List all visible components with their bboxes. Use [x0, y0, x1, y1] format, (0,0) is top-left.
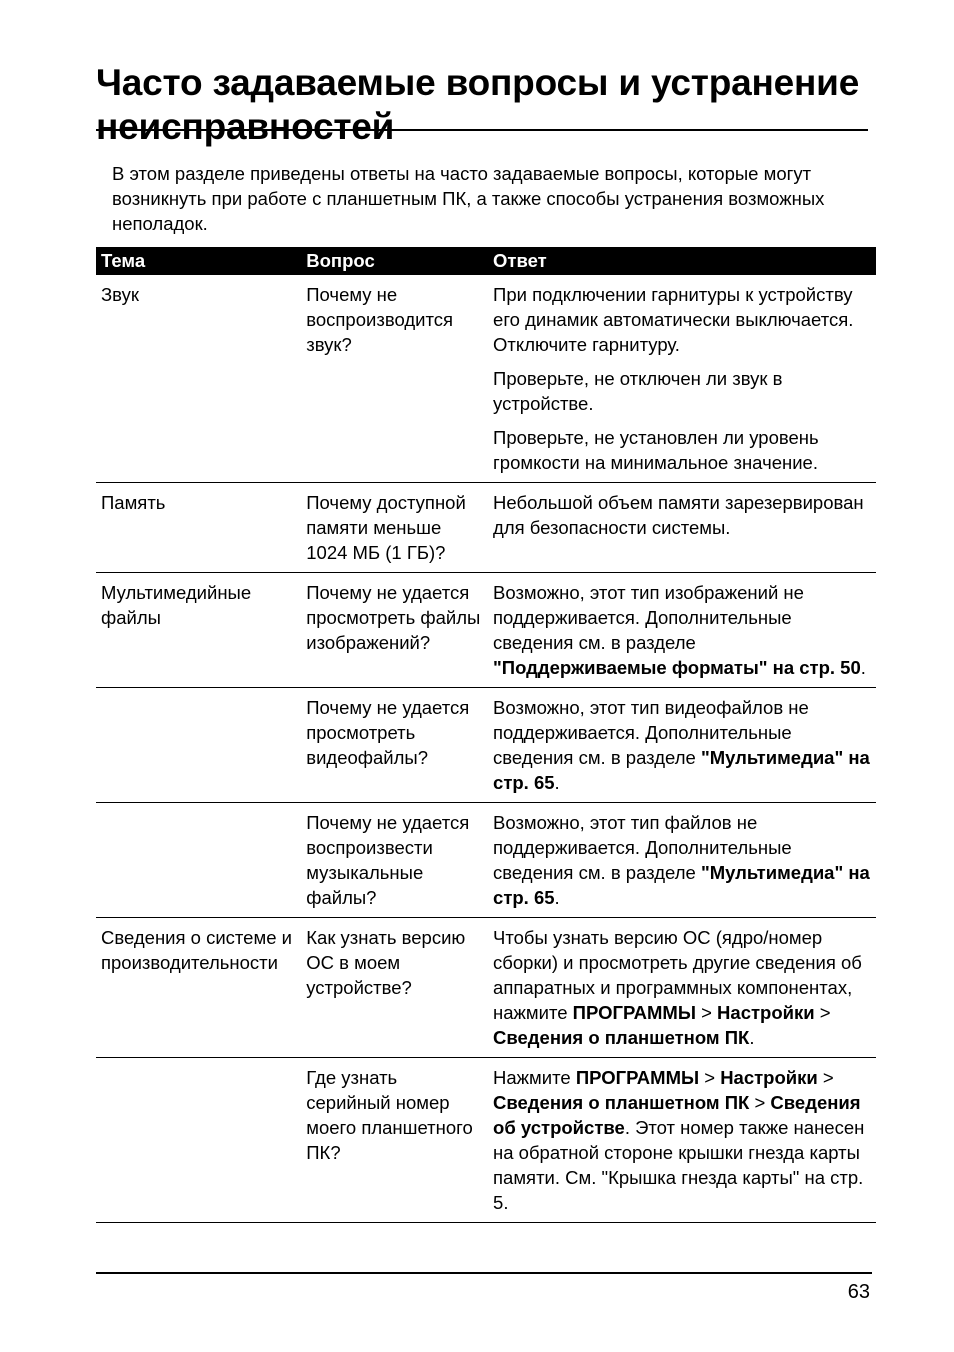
answer-paragraph: [493, 695, 871, 795]
header-topic: Тема: [96, 247, 301, 275]
page-number: 63: [847, 1281, 870, 1303]
table-row: [96, 275, 876, 483]
answer-paragraph: [493, 810, 871, 910]
cell-question: Где узнать серийный номер моего планшетного ПК?: [301, 1058, 488, 1223]
cell-question: Почему не удается просмотреть видеофайлы?: [301, 688, 488, 803]
answer-text: >: [817, 1067, 834, 1088]
cell-answer: [488, 275, 876, 483]
table-header-row: [96, 247, 876, 275]
title-divider: [96, 129, 868, 131]
cell-topic: Память: [96, 483, 301, 573]
answer-text: .: [749, 1027, 755, 1048]
answer-text: . Этот номер также нанесен на обратной стороне крышки гнезда карты памяти. См. "Крышка гнезда карты" на стр. 5.: [493, 1117, 865, 1213]
header-answer: Ответ: [488, 247, 876, 275]
cell-topic: Звук: [96, 275, 301, 483]
answer-bold-text: Настройки: [720, 1067, 818, 1088]
cell-answer: [488, 688, 876, 803]
answer-text: >: [814, 1002, 831, 1023]
answer-text: Небольшой объем памяти зарезервирован для безопасности системы.: [493, 492, 864, 538]
answer-text: >: [749, 1092, 771, 1113]
answer-text: Проверьте, не отключен ли звук в устройстве.: [493, 368, 783, 414]
cell-topic: [96, 688, 301, 803]
answer-paragraph: [493, 282, 871, 357]
answer-text: .: [860, 657, 866, 678]
answer-bold-text: Сведения о планшетном ПК: [493, 1092, 750, 1113]
cell-question: Почему не удается воспроизвести музыкальные файлы?: [301, 803, 488, 918]
answer-text: Чтобы узнать версию ОС (ядро/номер сборки) и просмотреть другие сведения об аппаратных и программных компонентах, нажмите: [493, 927, 862, 1023]
table-row: [96, 573, 876, 688]
answer-paragraph: [493, 366, 871, 416]
header-question: Вопрос: [301, 247, 488, 275]
table-row: [96, 688, 876, 803]
cell-question: Почему не удается просмотреть файлы изображений?: [301, 573, 488, 688]
answer-text: >: [699, 1067, 721, 1088]
faq-table-body: [96, 275, 876, 1223]
page-title: Часто задаваемые вопросы и устранение неисправностей: [96, 61, 860, 147]
intro-paragraph: В этом разделе приведены ответы на часто задаваемые вопросы, которые могут возникнуть при работе с планшетным ПК, а также способы устранения возможных неполадок.: [112, 163, 825, 234]
cell-topic: [96, 1058, 301, 1223]
answer-paragraph: [493, 425, 871, 475]
answer-paragraph: [493, 925, 871, 1050]
answer-bold-text: "Поддерживаемые форматы" на стр. 50: [493, 657, 861, 678]
answer-text: Нажмите: [493, 1067, 576, 1088]
answer-bold-text: "Мультимедиа" на стр. 65: [493, 747, 870, 793]
table-row: [96, 1058, 876, 1223]
answer-bold-text: Сведения об устройстве: [493, 1092, 861, 1138]
answer-text: Возможно, этот тип изображений не поддерживается. Дополнительные сведения см. в разделе: [493, 582, 804, 653]
cell-answer: [488, 803, 876, 918]
table-row: [96, 483, 876, 573]
answer-paragraph: [493, 490, 871, 540]
answer-text: .: [554, 772, 560, 793]
answer-text: Возможно, этот тип файлов не поддерживается. Дополнительные сведения см. в разделе: [493, 812, 792, 883]
answer-text: >: [695, 1002, 718, 1023]
answer-text: .: [554, 887, 560, 908]
cell-answer: [488, 483, 876, 573]
answer-text: Возможно, этот тип видеофайлов не поддерживается. Дополнительные сведения см. в разделе: [493, 697, 809, 768]
cell-answer: [488, 1058, 876, 1223]
footer-divider: [96, 1272, 872, 1274]
cell-topic: [96, 803, 301, 918]
cell-answer: [488, 573, 876, 688]
answer-paragraph: [493, 580, 871, 680]
cell-question: Почему не воспроизводится звук?: [301, 275, 488, 483]
cell-topic: Сведения о системе и производительности: [96, 918, 301, 1058]
faq-table: [96, 247, 876, 1223]
answer-bold-text: "Мультимедиа" на стр. 65: [493, 862, 870, 908]
cell-answer: [488, 918, 876, 1058]
answer-bold-text: Настройки: [717, 1002, 815, 1023]
table-row: [96, 803, 876, 918]
table-row: [96, 918, 876, 1058]
cell-question: Почему доступной памяти меньше 1024 МБ (1 ГБ)?: [301, 483, 488, 573]
answer-text: При подключении гарнитуры к устройству его динамик автоматически выключается. Отключите гарнитуру.: [493, 284, 854, 355]
answer-bold-text: Сведения о планшетном ПК: [493, 1027, 750, 1048]
answer-paragraph: [493, 1065, 871, 1215]
cell-topic: Мультимедийные файлы: [96, 573, 301, 688]
answer-bold-text: ПРОГРАММЫ: [575, 1067, 700, 1088]
answer-text: Проверьте, не установлен ли уровень громкости на минимальное значение.: [493, 427, 819, 473]
cell-question: Как узнать версию ОС в моем устройстве?: [301, 918, 488, 1058]
answer-bold-text: ПРОГРАММЫ: [572, 1002, 696, 1023]
